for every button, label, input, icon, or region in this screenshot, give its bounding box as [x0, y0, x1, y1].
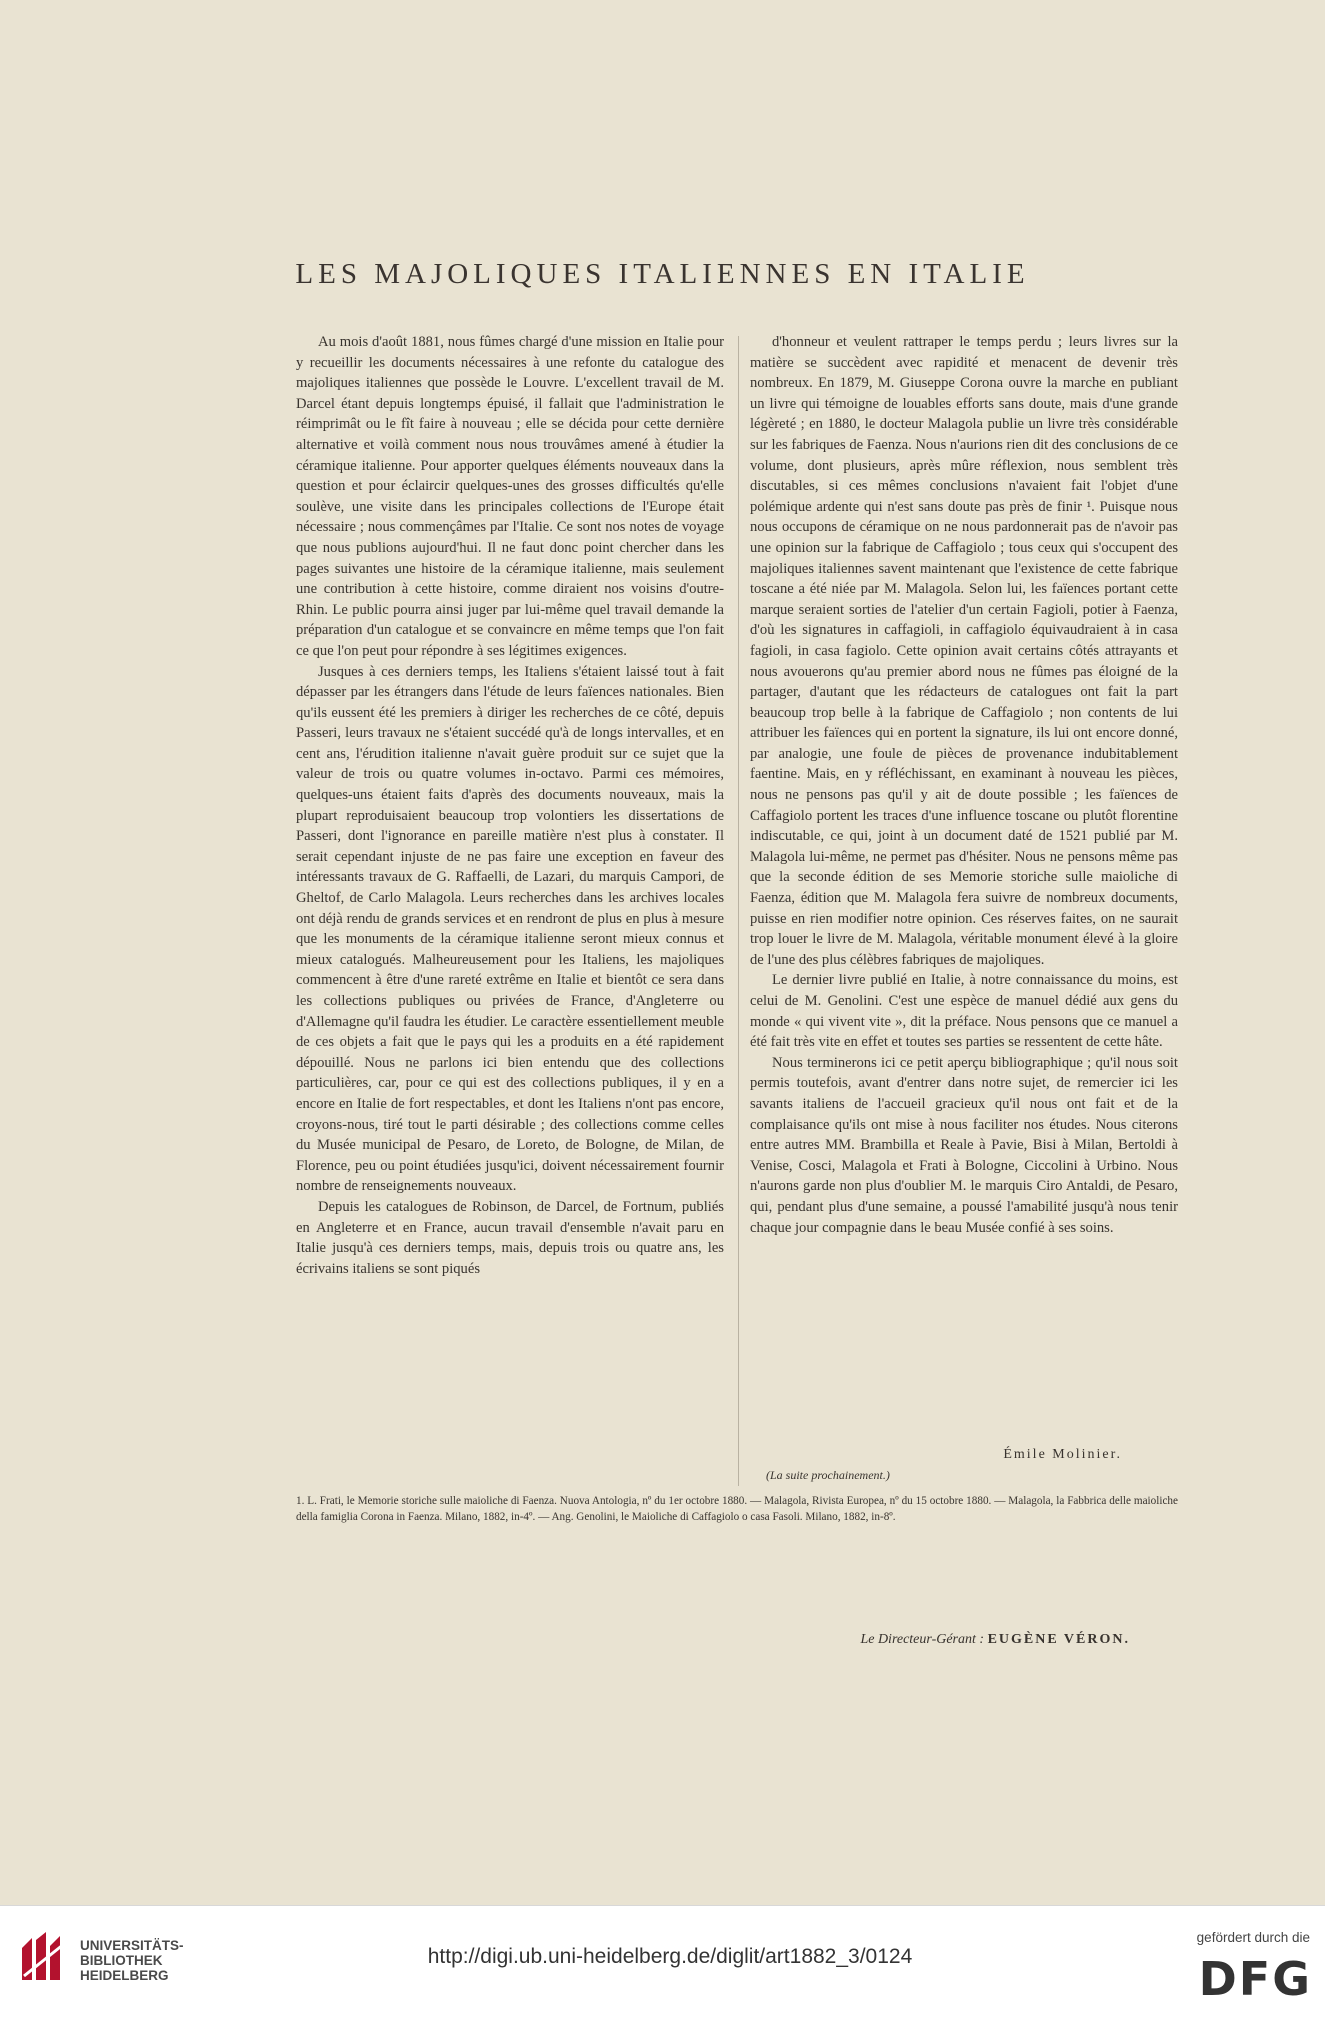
editor-line — [812, 1632, 1130, 1648]
library-name-line: HEIDELBERG — [80, 1968, 169, 1983]
paragraph: Jusques à ces derniers temps, les Italiens s'étaient laissé tout à fait dépasser par les étrangers dans l'étude de leurs faïences nationales. Bien qu'ils eussent été les premiers à diriger les recherches de ce côté, depuis Passeri, leurs travaux ne s'étaient succédé qu'à de longs intervalles, et en cent ans, l'érudition italienne n'avait guère produit sur ce sujet que la valeur de trois ou quatre volumes in-octavo. Parmi ces mémoires, quelques-uns étaient faits d'après des documents nouveaux, mais la plupart reproduisaient beaucoup trop volontiers les dissertations de Passeri, dont l'ignorance en pareille matière n'est plus à constater. Il serait cependant injuste de ne pas faire une exception en faveur des intéressants travaux de G. Raffaelli, de Lazari, du marquis Campori, de Gheltof, de Carlo Malagola. Leurs recherches dans les archives locales ont déjà rendu de grands services et en rendront de plus en plus à mesure que les monuments de la céramique italienne seront mieux connus et mieux catalogués. Malheureusement pour les Italiens, les majoliques commencent à être d'une rareté extrême en Italie et bientôt ce sera dans les collections publiques ou privées de France, d'Angleterre ou d'Allemagne qu'il faudra les étudier. Le caractère essentiellement meuble de ces objets a fait que le pays qui les a produits en a été rapidement dépouillé. Nous ne parlons ici bien entendu que des collections particulières, car, pour ce qui est des collections publiques, il y en a encore en Italie de fort respectables, et dont les Italiens n'ont pas encore, croyons-nous, tiré tout le parti désirable ; des collections comme celles du Musée municipal de Pesaro, de Loreto, de Bologne, de Milan, de Florence, peu ou point étudiées jusqu'ici, doivent nécessairement fournir nombre de renseignements nouveaux. — [296, 663, 724, 1195]
column-divider — [738, 336, 739, 1486]
dfg-logo[interactable]: DFG — [1198, 1952, 1312, 2006]
author-signature: Émile Molinier. — [1003, 1447, 1122, 1462]
article-title: LES MAJOLIQUES ITALIENNES EN ITALIE — [295, 258, 1030, 290]
paragraph: Au mois d'août 1881, nous fûmes chargé d'une mission en Italie pour y recueillir les documents nécessaires à une refonte du catalogue des majoliques italiennes que possède le Louvre. L'excellent travail de M. Darcel étant depuis longtemps épuisé, il fallait que l'administration le réimprimât ou le fît faire à nouveau ; elle se décida pour cette dernière alternative et voilà comment nous nous trouvâmes amené à étudier la céramique italienne. Pour apporter quelques éléments nouveaux dans la question et pour éclaircir quelques-unes des grosses difficultés qu'elle soulève, une visite dans les principales collections de l'Europe était nécessaire ; nous commençâmes par l'Italie. Ce sont nos notes de voyage que nous publions aujourd'hui. Il ne faut donc point chercher dans les pages suivantes une histoire de la céramique italienne, mais seulement une contribution à cette histoire, comme diraient nos voisins d'outre-Rhin. Le public pourra ainsi juger par lui-même quel travail demande la préparation d'un catalogue et se convaincre en même temps que l'on fait ce que l'on peut pour répondre à ses légitimes exigences. — [296, 334, 724, 659]
university-library-logo-icon[interactable] — [18, 1928, 70, 1988]
library-name-line: UNIVERSITÄTS- — [80, 1938, 184, 1953]
editor-name: EUGÈNE VÉRON. — [987, 1632, 1130, 1647]
paragraph: Depuis les catalogues de Robinson, de Darcel, de Fortnum, publiés en Angleterre et en France, aucun travail d'ensemble n'avait paru en Italie jusqu'à ces derniers temps, mais, depuis trois ou quatre ans, les écrivains italiens se sont piqués — [296, 1198, 724, 1277]
paragraph: Nous terminerons ici ce petit aperçu bibliographique ; qu'il nous soit permis toutefois, avant d'entrer dans notre sujet, de remercier ici les savants italiens de l'accueil gracieux qu'il nous ont fait et de la complaisance qu'ils ont mise à nous faciliter nos études. Nous citerons entre autres MM. Brambilla et Reale à Pavie, Bisi à Milan, Bertoldi à Venise, Cosci, Malagola et Frati à Bologne, Ciccolini à Urbino. Nous n'aurons garde non plus d'oublier M. le marquis Ciro Antaldi, de Pesaro, qui, pendant plus d'une semaine, a poussé l'amabilité jusqu'à nous tenir chaque jour compagnie dans le beau Musée confié à ses soins. — [750, 1054, 1178, 1236]
paragraph: Le dernier livre publié en Italie, à notre connaissance du moins, est celui de M. Genolini. C'est une espèce de manuel dédié aux gens du monde « qui vivent vite », dit la préface. Nous pensons que ce manuel a été fait très vite en effet et toutes ses parties se ressentent de cette hâte. — [750, 972, 1178, 1051]
library-name — [80, 1938, 184, 1983]
editor-label: Le Directeur-Gérant : — [860, 1632, 985, 1647]
right-column — [750, 332, 1178, 1238]
funding-label: gefördert durch die — [1196, 1930, 1310, 1945]
library-name-line: BIBLIOTHEK — [80, 1953, 163, 1968]
permalink-url[interactable]: http://digi.ub.uni-heidelberg.de/diglit/art1882_3/0124 — [427, 1945, 913, 1968]
left-column — [296, 332, 724, 1279]
footnote: 1. L. Frati, le Memorie storiche sulle maioliche di Faenza. Nuova Antologia, nº du 1er octobre 1880. — Malagola, Rivista Europea, nº du 15 octobre 1880. — Malagola, la Fabbrica delle maioliche della famiglia Corona in Faenza. Milano, 1882, in-4º. — Ang. Genolini, le Maioliche di Caffagiolo o casa Fasoli. Milano, 1882, in-8º. — [296, 1495, 1178, 1523]
continuation-note: (La suite prochainement.) — [766, 1468, 890, 1482]
paragraph: d'honneur et veulent rattraper le temps perdu ; leurs livres sur la matière se succèdent avec rapidité et menacent de devenir très nombreux. En 1879, M. Giuseppe Corona ouvre la marche en publiant un livre qui témoigne de louables efforts sans doute, mais d'une grande légèreté ; en 1880, le docteur Malagola publie un livre très considérable sur les fabriques de Faenza. Nous n'aurions rien dit des conclusions de ce volume, dont plusieurs, après mûre réflexion, nous semblent très discutables, si ces mêmes conclusions n'avaient fait l'objet d'une polémique ardente qui n'est sans doute pas près de finir ¹. Puisque nous nous occupons de céramique on ne nous pardonnerait pas de n'avoir pas une opinion sur la fabrique de Caffagiolo ; tous ceux qui s'occupent des majoliques italiennes savent maintenant que l'existence de cette fabrique toscane a été niée par M. Malagola. Selon lui, les faïences portant cette marque seraient sorties de l'atelier d'un certain Fagioli, potier à Faenza, d'où les signatures in caffagioli, in caffagiolo équivaudraient à in casa fagioli, in casa fagiolo. Cette opinion avait certains côtés attrayants et nous avouerons qu'au premier abord nous ne fûmes pas éloigné de la partager, d'autant que les rédacteurs de catalogues ont fait la part beaucoup trop belle à la fabrique de Caffagiolo ; non contents de lui attribuer les faïences qui en portent la signature, ils lui ont encore donné, par analogie, une foule de pièces de provenance indubitablement faentine. Mais, en y réfléchissant, en examinant à nouveau les pièces, nous ne pensons pas qu'il y ait de doute possible ; les faïences de Caffagiolo portent les traces d'une influence toscane ou plutôt florentine indiscutable, ce qui, joint à un document daté de 1521 publié par M. Malagola lui-même, ne permet pas d'hésiter. Nous ne pensons même pas que la seconde édition de ses Memorie storiche sulle maioliche di Faenza, édition que M. Malagola fera suivre de nombreux documents, puisse en rien modifier notre opinion. Ces réserves faites, on ne saurait trop louer le livre de M. Malagola, véritable monument élevé à la gloire de l'une des plus célèbres fabriques de majoliques. — [750, 334, 1178, 968]
